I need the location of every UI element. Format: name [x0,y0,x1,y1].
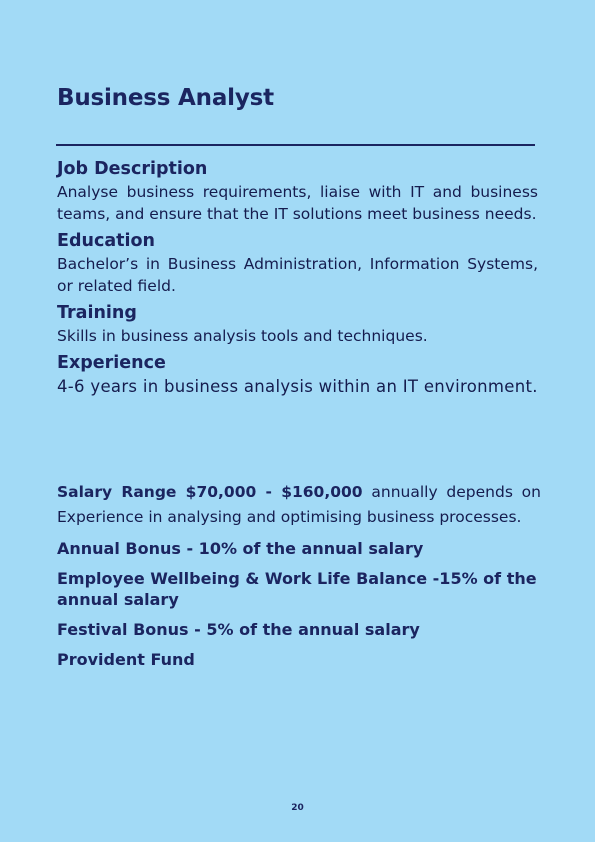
education-heading: Education [57,231,155,251]
experience-text: 4-6 years in business analysis within an IT environment. [57,377,538,396]
page-title: Business Analyst [57,85,274,111]
education-text: Bachelor’s in Business Administration, Information Systems, or related field. [57,255,538,295]
job-description-text: Analyse business requirements, liaise with IT and business teams, and ensure that the IT solutions meet business needs. [57,183,538,223]
benefit-annual-bonus: Annual Bonus - 10% of the annual salary [57,539,424,558]
benefit-wellbeing: Employee Wellbeing & Work Life Balance -15% of the annual salary [57,569,537,609]
salary-range-label: Salary Range $70,000 - $160,000 [57,483,363,501]
title-divider [56,144,535,146]
salary-range [57,480,541,530]
benefit-festival-bonus: Festival Bonus - 5% of the annual salary [57,620,420,639]
page-number: 20 [291,803,304,813]
training-text: Skills in business analysis tools and techniques. [57,327,428,345]
experience-heading: Experience [57,353,166,373]
salary-range-text: annually depends on Experience in analysing and optimising business processes. [57,483,541,526]
training-heading: Training [57,303,137,323]
benefit-provident-fund: Provident Fund [57,650,195,669]
job-details [57,157,538,402]
compensation-block [57,480,541,679]
job-description-heading: Job Description [57,159,208,179]
